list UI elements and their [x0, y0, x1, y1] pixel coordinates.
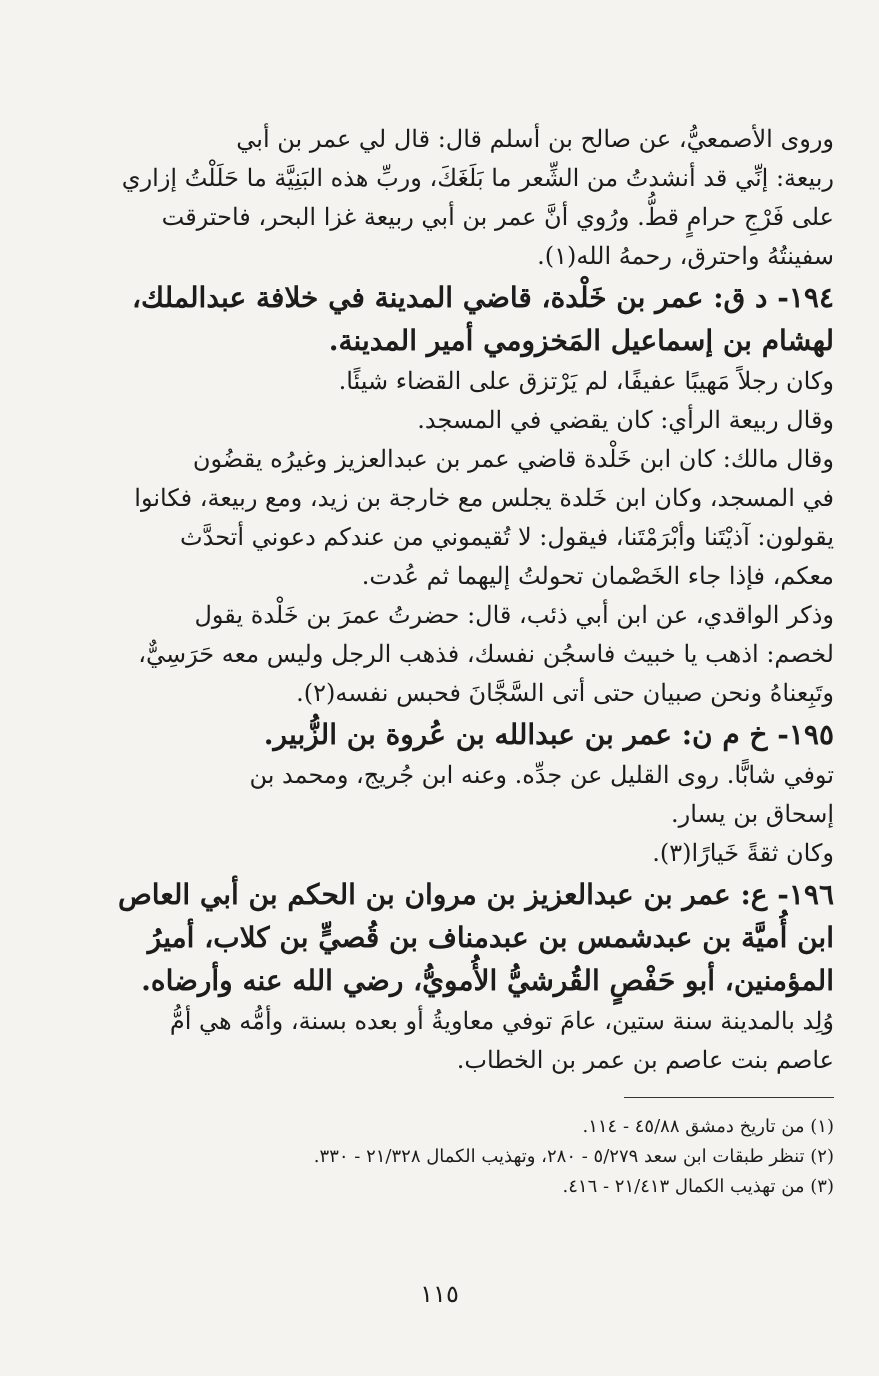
entry-heading-196: ١٩٦- ع: عمر بن عبدالعزيز بن مروان بن الحكم بن أبي العاص — [117, 878, 834, 911]
body-line: يقولون: آذيْتَنا وأبْرَمْتَنا، فيقول: لا تُقيموني من عندكم دعوني أتحدَّث — [180, 523, 834, 551]
body-line: وذكر الواقدي، عن ابن أبي ذئب، قال: حضرتُ عمرَ بن خَلْدة يقول — [194, 601, 834, 629]
body-line: توفي شابًّا. روى القليل عن جدِّه. وعنه ابن جُريج، ومحمد بن — [249, 761, 834, 789]
entry-heading-194: ١٩٤- د ق: عمر بن خَلْدة، قاضي المدينة في خلافة عبدالملك، — [131, 281, 834, 314]
body-line: وتَبِعناهُ ونحن صبيان حتى أتى السَّجَّانَ فحبس نفسه(٢). — [296, 679, 834, 707]
body-line: وُلِد بالمدينة سنة ستين، عامَ توفي معاويةُ أو بعده بسنة، وأمُّه هي أمُّ — [169, 1007, 834, 1035]
page-content — [108, 112, 834, 1202]
body-line: على فَرْجِ حرامٍ قطُّ. ورُوي أنَّ عمر بن أبي ربيعة غزا البحر، فاحترقت — [161, 203, 834, 231]
footnote-separator — [624, 1097, 834, 1098]
page-number: ١١٥ — [420, 1280, 459, 1308]
footnote: (٣) من تهذيب الكمال ٢١/٤١٣ - ٤١٦. — [562, 1176, 834, 1197]
entry-heading-196: المؤمنين، أبو حَفْصٍ القُرشيُّ الأُمويُّ، رضي الله عنه وأرضاه. — [141, 964, 834, 997]
body-line: إسحاق بن يسار. — [670, 800, 834, 828]
body-line: وروى الأصمعيُّ، عن صالح بن أسلم قال: قال لي عمر بن أبي — [236, 125, 834, 153]
body-line: وقال مالك: كان ابن خَلْدة قاضي عمر بن عبدالعزيز وغيرُه يقضُون — [192, 445, 834, 473]
body-line: وكان رجلاً مَهيبًا عفيفًا، لم يَرْتزق على القضاء شيئًا. — [338, 367, 834, 395]
body-line: سفينتُهُ واحترق، رحمهُ الله(١). — [537, 242, 834, 270]
body-line: لخصم: اذهب يا خبيث فاسجُن نفسك، فذهب الرجل وليس معه حَرَسِيٌّ، — [138, 640, 834, 668]
entry-heading-194: لهشام بن إسماعيل المَخزومي أمير المدينة. — [328, 324, 834, 357]
body-line: وكان ثقةً خَيارًا(٣). — [652, 839, 834, 867]
body-line: وقال ربيعة الرأي: كان يقضي في المسجد. — [417, 406, 834, 434]
body-line: عاصم بنت عاصم بن عمر بن الخطاب. — [456, 1046, 834, 1074]
footnote: (٢) تنظر طبقات ابن سعد ٥/٢٧٩ - ٢٨٠، وتهذيب الكمال ٢١/٣٢٨ - ٣٣٠. — [313, 1146, 834, 1167]
footnote: (١) من تاريخ دمشق ٤٥/٨٨ - ١١٤. — [582, 1116, 834, 1137]
body-line: في المسجد، وكان ابن خَلدة يجلس مع خارجة بن زيد، ومع ربيعة، فكانوا — [134, 484, 834, 512]
body-line: ربيعة: إنِّي قد أنشدتُ من الشِّعر ما بَلَغَكَ، وربِّ هذه البَنِيَّة ما حَلَلْتُ إزاري — [121, 164, 834, 192]
entry-heading-196: ابن أُميَّة بن عبدشمس بن عبدمناف بن قُصيٍّ بن كلاب، أميرُ — [147, 921, 834, 954]
body-line: معكم، فإذا جاء الخَصْمان تحولتُ إليهما ثم عُدت. — [361, 562, 834, 590]
entry-heading-195: ١٩٥- خ م ن: عمر بن عبدالله بن عُروة بن الزُّبير. — [263, 718, 834, 751]
